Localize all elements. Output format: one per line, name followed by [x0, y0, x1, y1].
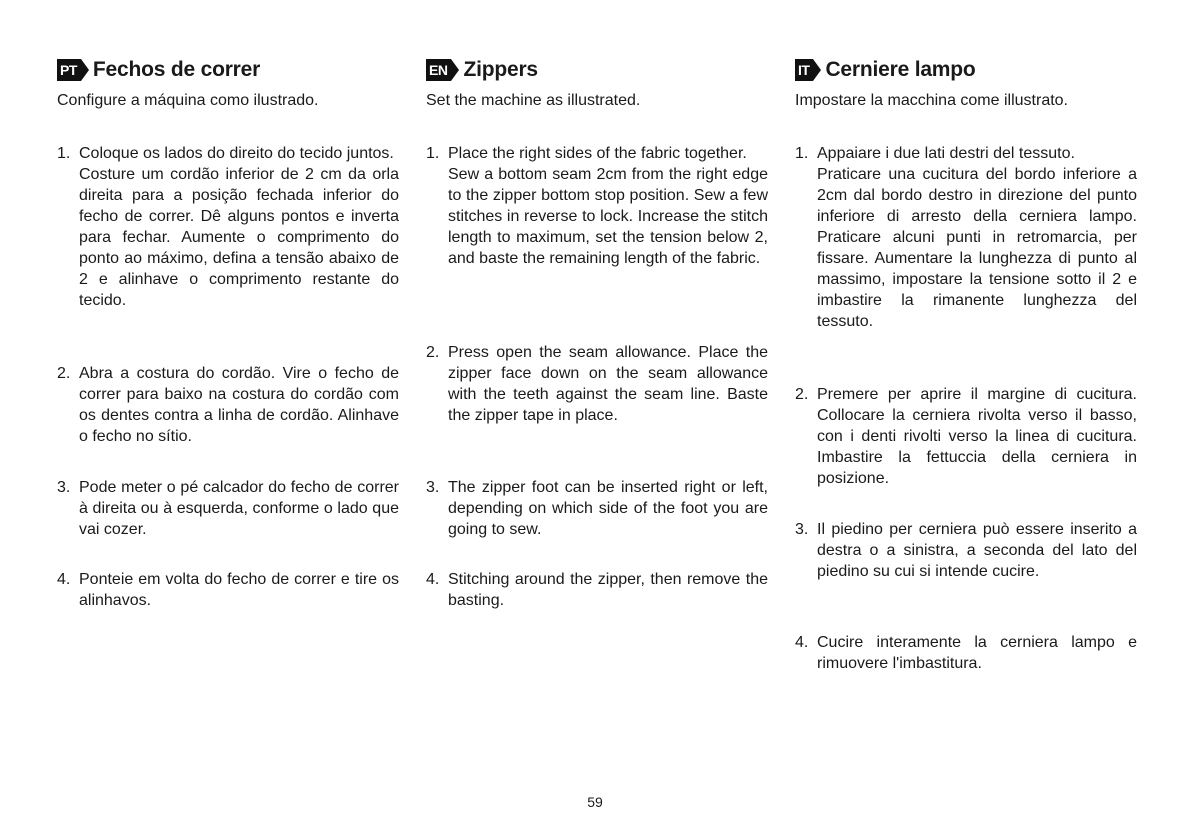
- step-number: 1.: [57, 145, 71, 162]
- step-text: Ponteie em volta do fecho de correr e tire os alinhavos.: [79, 571, 399, 609]
- step-item: [795, 143, 1137, 332]
- column-portuguese: [57, 56, 399, 609]
- step-item: [426, 569, 768, 611]
- step-text: Premere per aprire il margine di cucitura. Collocare la cerniera rivolta verso il basso, con i denti rivolti verso la linea di cucitura. Imbastire la fettuccia della cerniera in posizione.: [817, 386, 1137, 487]
- step-number: 2.: [426, 344, 440, 361]
- step-item: [57, 477, 399, 540]
- column-english: [426, 56, 768, 609]
- step-text: Il piedino per cerniera può essere inserito a destra o a sinistra, a seconda del lato del piedino su cui si intende cucire.: [817, 521, 1137, 580]
- step-number: 4.: [57, 571, 71, 588]
- intro-text: Configure a máquina como ilustrado.: [57, 92, 319, 109]
- step-number: 2.: [57, 365, 71, 382]
- language-badge-it: IT: [795, 59, 813, 81]
- step-item: [795, 632, 1137, 674]
- page-number: 59: [587, 794, 603, 810]
- step-text: Cucire interamente la cerniera lampo e rimuovere l'imbastitura.: [817, 634, 1137, 672]
- step-text: Appaiare i due lati destri del tessuto.: [817, 145, 1075, 162]
- step-text: Praticare una cucitura del bordo inferiore a 2cm dal bordo destro in direzione del punto inferiore di arresto della cerniera lampo. Praticare alcuni punti in retromarcia, per fissare. Aumentare la lunghezza di punto al massimo, impostare la tensione sotto il 2 e imbastire la rimanente lunghezza del tessuto.: [817, 166, 1137, 330]
- step-item: [57, 569, 399, 611]
- step-text: Coloque os lados do direito do tecido juntos.: [79, 145, 394, 162]
- step-item: [426, 342, 768, 426]
- column-italian: [795, 56, 1137, 672]
- step-item: [57, 363, 399, 447]
- step-text: Sew a bottom seam 2cm from the right edge to the zipper bottom stop position. Sew a few stitches in reverse to lock. Increase the stitch length to maximum, set the tension below 2, and baste the remaining length of the fabric.: [448, 166, 768, 267]
- step-item: [426, 143, 768, 269]
- step-text: Pode meter o pé calcador do fecho de correr à direita ou à esquerda, conforme o lado que vai cozer.: [79, 479, 399, 538]
- section-heading: [426, 56, 768, 84]
- step-text: Costure um cordão inferior de 2 cm da orla direita para a posição fechada inferior do fecho de correr. Dê alguns pontos e inverta para fechar. Aumente o comprimento do ponto ao máximo, defina a tensão abaixo de 2 e alinhave o comprimento restante do tecido.: [79, 166, 399, 309]
- step-text: The zipper foot can be inserted right or left, depending on which side of the foot you are going to sew.: [448, 479, 768, 538]
- language-badge-pt: PT: [57, 59, 81, 81]
- step-number: 1.: [795, 145, 809, 162]
- step-text: Abra a costura do cordão. Vire o fecho de correr para baixo na costura do cordão com os dentes contra a linha de cordão. Alinhave o fecho no sítio.: [79, 365, 399, 445]
- step-number: 2.: [795, 386, 809, 403]
- step-item: [795, 519, 1137, 582]
- step-text: Place the right sides of the fabric together.: [448, 145, 747, 162]
- step-item: [795, 384, 1137, 489]
- section-title: Zippers: [463, 58, 538, 81]
- section-title: Fechos de correr: [92, 58, 261, 81]
- step-text: Stitching around the zipper, then remove the basting.: [448, 571, 768, 609]
- section-heading: [57, 56, 399, 84]
- language-badge-en: EN: [426, 59, 451, 81]
- step-number: 3.: [426, 479, 440, 496]
- step-number: 4.: [795, 634, 809, 651]
- step-item: [426, 477, 768, 540]
- intro-text: Set the machine as illustrated.: [426, 92, 641, 109]
- step-number: 4.: [426, 571, 440, 588]
- step-number: 3.: [795, 521, 809, 538]
- step-number: 3.: [57, 479, 71, 496]
- intro-text: Impostare la macchina come illustrato.: [795, 92, 1068, 109]
- step-item: [57, 143, 399, 311]
- section-heading: [795, 56, 1137, 84]
- section-title: Cerniere lampo: [825, 58, 976, 81]
- step-text: Press open the seam allowance. Place the zipper face down on the seam allowance with the teeth against the seam line. Baste the zipper tape in place.: [448, 344, 768, 424]
- step-number: 1.: [426, 145, 440, 162]
